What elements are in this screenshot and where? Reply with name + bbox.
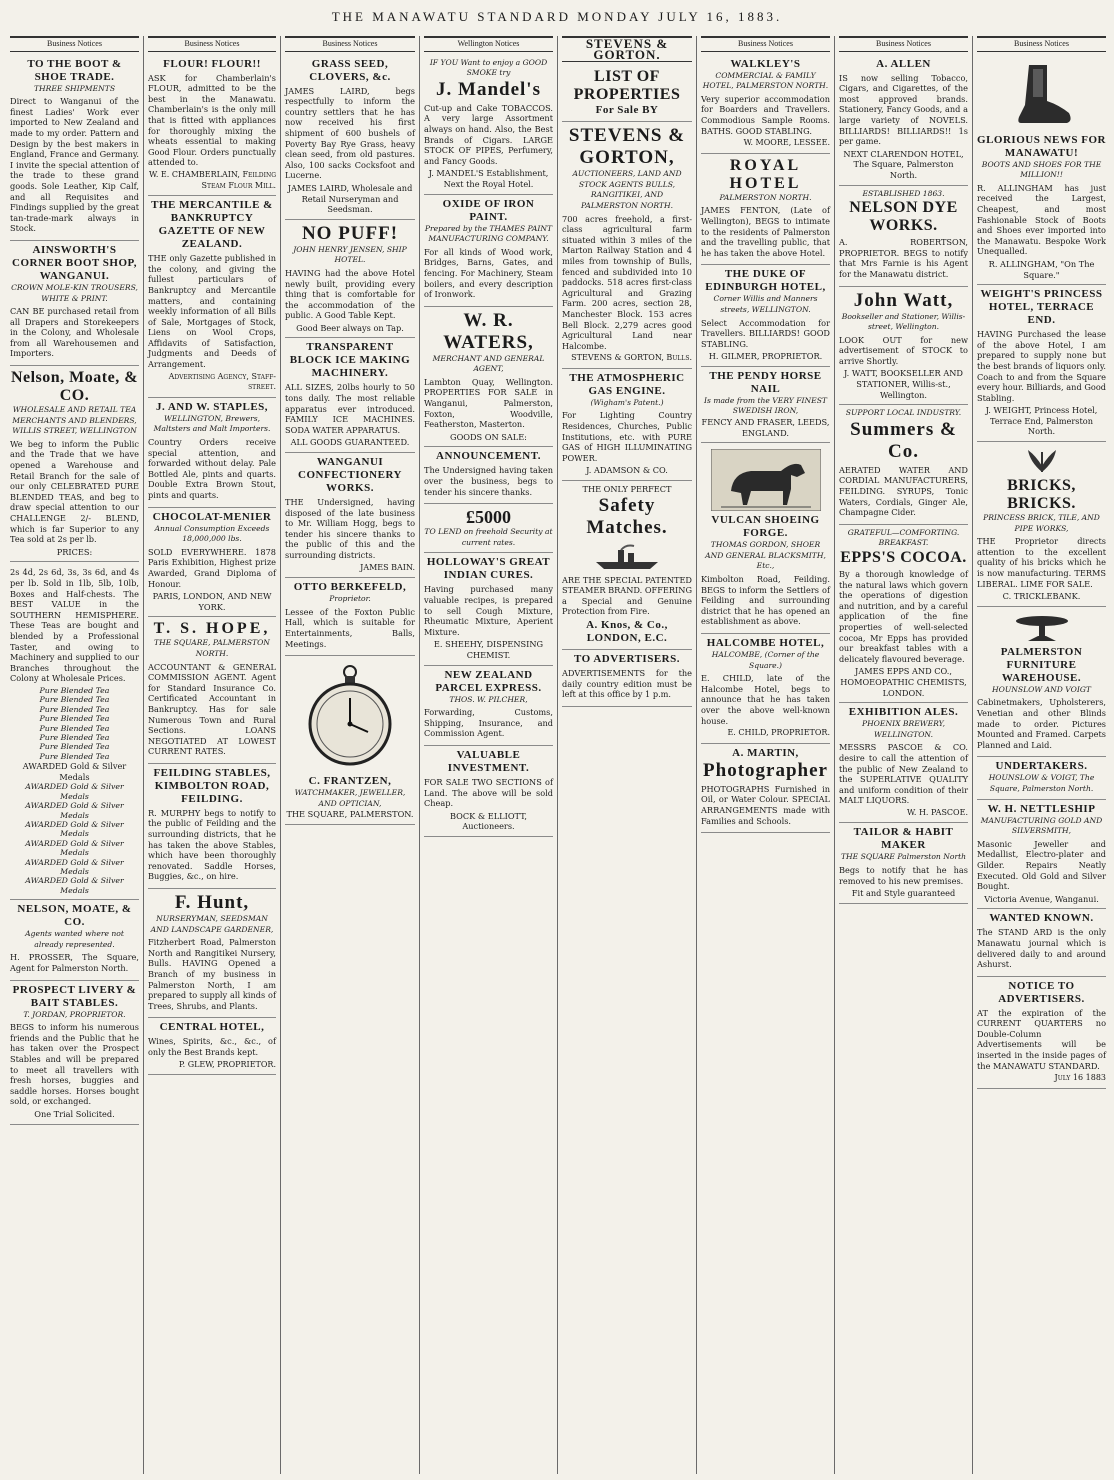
ad-sign: JAMES LAIRD, Wholesale and Retail Nurseryman and Seedsman.: [287, 182, 413, 215]
ad-title: CHOCOLAT-MENIER: [152, 510, 272, 523]
ad-sub: For Sale BY: [595, 104, 659, 117]
ad-sign: One Trial Solicited.: [34, 1108, 115, 1119]
ad-body: By a thorough knowledge of the natural laws which govern the operations of digestion and nutrition, and by a careful application of the fine properties of well-selected cocoa, Mr Epps has provided our breakfast tables with a delicately flavoured beverage.: [839, 569, 968, 664]
ad-body: Forwarding, Customs, Shipping, Insurance, and Commission Agent.: [424, 707, 553, 739]
boot-illustration: [1007, 61, 1077, 131]
ad-body: ALL SIZES, 20lbs hourly to 50 tons daily. The most reliable apparatus ever introduced. FAMILY ICE MACHINES. SODA WATER APPARATUS.: [285, 382, 415, 435]
ad-duke-edinburgh: [701, 265, 830, 367]
ad-title: HALCOMBE HOTEL,: [706, 637, 825, 649]
ad-title: Nelson, Moate, & CO.: [10, 369, 139, 405]
ad-halcombe-hotel: [701, 634, 830, 744]
ad-title: W. R. WATERS,: [443, 309, 534, 353]
ad-body: Kimbolton Road, Feilding. BEGS to inform the Settlers of Feilding and surrounding district that he has opened an establishment as above.: [701, 574, 830, 627]
ad-title: OTTO BERKEFELD,: [293, 581, 407, 594]
ad-body: CAN BE purchased retail from all Drapers and Storekeepers in the Colony, and Wholesale from all Warehousemen and Importers.: [10, 306, 139, 359]
ad-title: GLORIOUS NEWS FOR MANAWATU!: [977, 133, 1106, 159]
ad-vulcan-forge: [701, 443, 830, 634]
ad-body: A. ROBERTSON, PROPRIETOR. BEGS to notify that Mrs Farnie is his Agent for the Manawatu district.: [839, 237, 968, 279]
ad-body: Cut-up and Cake TOBACCOS. A very large Assortment always on hand. Also, the Best Brands of Cigars. LARGE STOCK OF PIPES, Perfumery, and Fancy Goods.: [424, 102, 553, 166]
ad-feilding-stables: [148, 764, 276, 889]
ad-sign: P. GLEW, PROPRIETOR.: [178, 1059, 276, 1069]
list-item: AWARDED Gold & Silver Medals: [25, 782, 124, 801]
ad-title: THE ONLY PERFECT: [582, 484, 672, 495]
ad-epps-cocoa: [839, 525, 968, 703]
ad-body: MESSRS PASCOE & CO. desire to call the attention of the public of New Zealand to the SUPERLATIVE QUALITY and uniform condition of their MALT LIQUORS.: [839, 742, 968, 806]
ad-sign: J. WATT, BOOKSELLER AND STATIONER, Willis-st., Wellington.: [844, 368, 963, 400]
ad-sign: PRICES:: [56, 546, 93, 557]
ad-sub: (Wigham's Patent.): [590, 397, 664, 407]
ad-body: Masonic Jeweller and Medallist, Electro-plater and Gilder. Repairs Neatly Executed. Old Gold and Silver Bought.: [977, 838, 1106, 892]
ad-loan: [424, 504, 553, 553]
ad-body: HAVING Purchased the lease of the above Hotel, I am prepared to supply none but the best brands of liquors only. Coach to and from the Square every hour. Billiards, and Good Stabling.: [977, 329, 1106, 403]
ad-body: The STAND ARD is the only Manawatu journal which is delivered daily to and around Ashurst.: [977, 927, 1106, 970]
ad-body: For Lighting Country Residences, Churches, Public Institutions, etc. with PURE GAS of HIGH ILLUMINATING POWER.: [562, 410, 692, 463]
list-item: Pure Blended Tea: [39, 723, 110, 733]
ad-title: HOLLOWAY'S GREAT INDIAN CURES.: [426, 556, 551, 582]
ad-sign: W. MOORE, LESSEE.: [743, 138, 830, 148]
ad-title: TAILOR & HABIT MAKER: [853, 826, 954, 852]
ad-body: 2s 4d, 2s 6d, 3s, 3s 6d, and 4s per lb. Sold in 1lb, 5lb, 10lb, Boxes and Half-chests. The BEST VALUE in the SOUTHERN HEMISPHERE. These Teas are bought and blended by a Professional Taster, and owing to Machinery and supplied to our Branches throughout the Colony at Wholesale Prices.: [10, 567, 139, 684]
ad-title: VULCAN SHOEING FORGE.: [711, 514, 820, 540]
column-heading: Business Notices: [10, 36, 139, 52]
ad-nettleship: [977, 800, 1106, 910]
ad-title: BRICKS, BRICKS.: [1007, 477, 1076, 513]
ad-sub: WELLINGTON, Brewers, Maltsters and Malt Importers.: [153, 413, 271, 434]
ad-sub: COMMERCIAL & FAMILY HOTEL, PALMERSTON NORTH.: [702, 70, 829, 91]
column-3: [281, 36, 420, 1474]
list-item: Pure Blended Tea: [39, 742, 110, 752]
ad-bricks: [977, 442, 1106, 607]
ad-sub: Bookseller and Stationer, Willis-street, Wellington.: [841, 311, 966, 332]
ad-sub: MANUFACTURING GOLD AND SILVERSMITH,: [980, 815, 1103, 836]
ad-body: LOOK OUT for new advertisement of STOCK to arrive Shortly.: [839, 334, 968, 366]
ad-title: THE PENDY HORSE NAIL: [709, 369, 822, 395]
ad-title: F. Hunt,: [174, 892, 250, 914]
ad-title: WANTED KNOWN.: [989, 912, 1094, 925]
ad-title: TO ADVERTISERS.: [574, 653, 680, 665]
ad-frantzen: [285, 656, 415, 825]
ad-body: ASK for Chamberlain's FLOUR, admitted to be the best in the Manawatu. Chamberlain's is the only mill that is fitted with appliances for thoroughly mixing the wheats essential to making Good Flour. Orders punctually attended to.: [148, 72, 276, 168]
ad-sub: HOUNSLOW & VOIGT, The Square, Palmerston North.: [988, 773, 1095, 793]
ad-title: OXIDE OF IRON PAINT.: [442, 197, 535, 223]
ad-sub: Agents wanted where not already represented.: [25, 929, 124, 949]
ad-body: 700 acres freehold, a first-class agricultural farm situated within 3 miles of the Marton Railway Station and 4 miles from township of Bulls, fenced and subdivided into 10 paddocks. 518 acres first-class Agricultural and Grazing Farm. 200 acres, section 28, Manchester Block. 153 acres Bell Block. 2,279 acres good Agricultural Land near Halcombe.: [562, 213, 692, 351]
ad-sign: J. WEIGHT, Princess Hotel, Terrace End, Palmerston North.: [985, 405, 1098, 437]
ad-body: Select Accommodation for Travellers. BILLIARDS! GOOD STABLING.: [701, 317, 830, 349]
ad-sub: PHOENIX BREWERY, WELLINGTON.: [861, 719, 946, 739]
ad-sign: C. TRICKLEBANK.: [1002, 591, 1081, 602]
ad-title: PROSPECT LIVERY & BAIT STABLES.: [12, 983, 137, 1009]
ad-john-watt: [839, 287, 968, 406]
ad-waters: [424, 307, 553, 448]
ad-nelson-dye-works: [839, 186, 968, 287]
ad-grass-seed: [285, 55, 415, 220]
ad-nelson-moate: [10, 366, 139, 562]
ad-hunt: [148, 889, 276, 1018]
ad-title: THE MERCANTILE & BANKRUPTCY GAZETTE OF NEW ZEALAND.: [151, 199, 273, 251]
ad-sub: J. Mandel's: [436, 78, 541, 100]
ad-body: E. CHILD, late of the Halcombe Hotel, begs to announce that he has taken over the above well-known house.: [701, 673, 830, 726]
ad-sign: NEXT CLARENDON HOTEL, The Square, Palmerston North.: [843, 148, 964, 180]
ad-sub: Prepared by the THAMES PAINT MANUFACTURING COMPANY.: [424, 223, 553, 244]
ad-body: Wines, Spirits, &c., &c., of only the Best Brands kept.: [148, 1036, 276, 1057]
ad-wanted-known: [977, 909, 1106, 976]
ad-boot-trade: [10, 55, 139, 241]
list-item: AWARDED Gold & Silver Medals: [25, 801, 124, 820]
pocket-watch-illustration: [305, 662, 395, 772]
ad-sub: GRATEFUL—COMFORTING. BREAKFAST.: [847, 527, 960, 548]
ad-body: JAMES FENTON, (Late of Wellington), BEGS to intimate to the residents of Palmerston and the travelling public, that he has taken the above Hotel.: [701, 205, 830, 258]
ad-sign: W. H. PASCOE.: [907, 807, 968, 817]
ad-sign: BOCK & ELLIOTT, Auctioneers.: [449, 810, 528, 832]
ad-title: UNDERTAKERS.: [995, 760, 1088, 773]
ad-sign: E. SHEEHY, DISPENSING CHEMIST.: [433, 639, 544, 660]
ad-sub: HALCOMBE, (Corner of the Square.): [711, 650, 820, 670]
ad-title: A. MARTIN,: [732, 746, 799, 759]
ad-body: The Undersigned having taken over the business, begs to tender his sincere thanks.: [424, 465, 553, 497]
ad-sub: THREE SHIPMENTS: [33, 83, 116, 93]
list-item: Pure Blended Tea: [39, 751, 110, 761]
ad-staples: [148, 398, 276, 508]
ad-title: C. FRANTZEN,: [308, 775, 392, 788]
ad-title: TO THE BOOT & SHOE TRADE.: [27, 57, 122, 83]
ad-announcement: [424, 447, 553, 504]
list-item: Pure Blended Tea: [39, 704, 110, 714]
ad-body: HAVING had the above Hotel newly built, providing every thing that is comfortable for the accommodation of the public. A Good Table Kept.: [285, 267, 415, 321]
ad-body: R. ALLINGHAM has just received the Largest, Cheapest, and most Fashionable Stock of Boots and Shoes ever imported into the Manawatu. Bespoke Work Unequalled.: [977, 182, 1106, 257]
ad-title: W. H. NETTLESHIP: [987, 802, 1096, 815]
ad-sub: THOS. W. PILCHER,: [449, 694, 528, 704]
ad-body: PHOTOGRAPHS Furnished in Oil, or Water Colour. SPECIAL ARRANGEMENTS made with Families and Schools.: [701, 783, 830, 826]
ad-body: THE Proprietor directs attention to the excellent quality of his bricks which he is now manufacturing. TERMS LIBERAL. LIME FOR SALE.: [977, 536, 1106, 589]
ad-body: THE SQUARE, PALMERSTON.: [286, 809, 414, 820]
ad-sub: AUCTIONEERS, LAND AND STOCK AGENTS BULLS, RANGITIKEI, AND PALMERSTON NORTH.: [572, 169, 682, 210]
ad-body: FOR SALE TWO SECTIONS of Land. The above will be sold Cheap.: [424, 776, 553, 809]
ad-body: ACCOUNTANT & GENERAL COMMISSION AGENT. Agent for Standard Insurance Co. Certificated Accountant in Bankruptcy. Has for sale Numerous Town and Rural Sections. LOANS NEGOTIATED AT LOWEST CURRENT RATES.: [148, 661, 276, 757]
column-1: [6, 36, 144, 1474]
ad-body: Fitzherbert Road, Palmerston North and Rangitikei Nursery, Bulls. HAVING Opened a Branch of my business in Palmerston North, I am prepared to supply all kinds of Trees, Shrubs, and Plants.: [148, 937, 276, 1011]
newspaper-page: [6, 36, 1110, 1474]
loan-amount: £5000: [466, 507, 511, 528]
ad-mercantile-gazette: [148, 196, 276, 398]
ad-title: LIST OF PROPERTIES: [573, 68, 681, 104]
ad-properties-list: [562, 65, 692, 122]
ad-sub: WHOLESALE AND RETAIL TEA MERCHANTS AND BLENDERS, WILLIS STREET, WELLINGTON: [12, 405, 137, 436]
ad-title: THE ATMOSPHERIC GAS ENGINE.: [569, 371, 685, 397]
ad-sub: THE SQUARE, PALMERSTON NORTH.: [154, 638, 270, 658]
ad-title: THE DUKE OF EDINBURGH HOTEL,: [705, 268, 826, 294]
ad-central-hotel: [148, 1018, 276, 1075]
ad-body: R. MURPHY begs to notify to the public of Feilding and the surrounding districts, that he has taken the above Stables, which have been thoroughly renovated. Saddle Horses, Buggies, &c., on hire.: [148, 807, 276, 882]
ad-body: SOLD EVERYWHERE. 1878 Paris Exhibition, Highest prize Awarded, Grand Diploma of Honour.: [148, 546, 276, 589]
ad-body: Lambton Quay, Wellington. PROPERTIES FOR SALE in Wanganui, Palmerston, Foxton, Woodville, Featherston, Masterton.: [424, 376, 553, 430]
ad-no-puff: [285, 220, 415, 339]
ad-gas-engine: [562, 369, 692, 481]
ad-chocolat-menier: [148, 508, 276, 618]
ad-sub: NURSERYMAN, SEEDSMAN AND LANDSCAPE GARDENER,: [150, 914, 274, 934]
ad-title: T. S. HOPE,: [153, 620, 271, 638]
ad-royal-hotel: [701, 154, 830, 266]
ad-sign: July 16 1883: [1054, 1073, 1106, 1083]
steamer-trademark-illustration: [592, 542, 662, 572]
ad-oxide-paint: [424, 195, 553, 307]
ad-sign: H. GILMER, PROPRIETOR.: [708, 351, 823, 362]
ad-martin-photographer: [701, 744, 830, 833]
ad-title: FEILDING STABLES, KIMBOLTON ROAD, FEILDING.: [153, 766, 271, 805]
column-4: [420, 36, 558, 1474]
ad-sub: Photographer: [703, 759, 828, 781]
ad-sign: Good Beer always on Tap.: [296, 322, 404, 333]
ad-sub: THE SQUARE Palmerston North: [840, 852, 967, 862]
tea-list: [10, 686, 139, 761]
ad-sub: Safety Matches.: [586, 494, 668, 538]
ad-body: ADVERTISEMENTS for the daily country edition must be left at this office by 1 p.m.: [562, 668, 692, 700]
ad-undertakers: [977, 757, 1106, 799]
ad-title: ROYAL HOTEL: [729, 156, 802, 192]
ad-sign: E. CHILD, PROPRIETOR.: [727, 728, 830, 738]
ad-body: Lessee of the Foxton Public Hall, which is suitable for Entertainments, Balls, Meetings.: [285, 606, 415, 649]
ad-title: VALUABLE INVESTMENT.: [447, 748, 530, 774]
ad-body: THE only Gazette published in the colony, and giving the fullest particulars of Bankruptcy and Mercantile matters, and containing weekly information of all Bills of Sale, Mortgages of Stock, Liens on Wool Crops, Affidavits of Satisfaction, Judgments and Deeds of Arrangement.: [148, 253, 276, 370]
ad-title: STEVENS & GORTON,: [568, 125, 686, 169]
ad-holloway: [424, 553, 553, 665]
ad-sign: PARIS, LONDON, AND NEW YORK.: [152, 591, 272, 612]
ad-body: We beg to inform the Public and the Trade that we have opened a Warehouse and Retail Branch for the sale of our only CELEBRATED PURE BLENDED TEAS, and beg to draw special attention to our CHALLENGE 2/- BLEND, which is far Superior to any Tea sold at 2s per lb.: [10, 438, 139, 545]
ad-body: Country Orders receive special attention, and forwarded without delay. Pale Bottled Ale, pints and quarts. Double Extra Brown Stout, pints and quarts.: [148, 437, 276, 500]
ad-to-advertisers: [562, 650, 692, 707]
column-7: [835, 36, 973, 1474]
ad-body: IS now selling Tobacco, Cigars, and Cigarettes, of the most approved brands. Stationery, Fancy Goods, and a large variety of NOVELS. BILLIARDS! BILLIARDS!! 1s per game.: [839, 72, 968, 147]
ad-sub: SUPPORT LOCAL INDUSTRY.: [845, 408, 962, 418]
ad-sign: Fit and Style guaranteed: [851, 888, 956, 899]
list-item: Pure Blended Tea: [39, 732, 110, 742]
ad-sign: A. Knos, & Co., LONDON, E.C.: [586, 619, 668, 644]
ad-body: BEGS to inform his numerous friends and the Public that he has taken over the Prospect Stables and will be prepared to meet all travellers with fresh horses, buggies and saddle horses. Horses bought sold, or exchanged.: [10, 1022, 139, 1107]
ad-body: AT the expiration of the CURRENT QUARTERS no Double-Column Advertisements will be inserted in the inside pages of the MANAWATU STANDARD.: [977, 1007, 1106, 1071]
ad-body: For all kinds of Wood work, Bridges, Barns, Gates, and fencing. For Machinery, Steam boilers, and every description of Ironwork.: [424, 246, 553, 300]
ad-flour: [148, 55, 276, 197]
ad-title: CENTRAL HOTEL,: [159, 1021, 265, 1034]
table-illustration: [1012, 613, 1072, 643]
ad-sub: MERCHANT AND GENERAL AGENT,: [432, 353, 545, 374]
column-heading: Business Notices: [148, 36, 276, 52]
ad-title: AINSWORTH'S CORNER BOOT SHOP, WANGANUI.: [12, 243, 137, 282]
ad-exhibition-ales: [839, 703, 968, 823]
ad-princess-hotel: [977, 285, 1106, 442]
column-5: [558, 36, 697, 1474]
ad-horse-nail: [701, 367, 830, 443]
ad-title: A. ALLEN: [876, 57, 931, 70]
ad-sub: Corner Willis and Manners streets, WELLINGTON.: [713, 294, 818, 314]
ad-body: Cabinetmakers, Upholsterers, Venetian and other Blinds made to order. Pictures Mounted and Framed. Carpets Planned and Laid.: [977, 697, 1106, 750]
ad-sign: J. MANDEL'S Establishment, Next the Royal Hotel.: [428, 168, 549, 189]
ad-furniture-warehouse: [977, 607, 1106, 758]
ad-sub: JOHN HENRY JENSEN, SHIP HOTEL.: [293, 244, 407, 265]
ad-title: J. AND W. STAPLES,: [155, 400, 269, 413]
ad-confectionery: [285, 453, 415, 578]
ad-title: TRANSPARENT BLOCK ICE MAKING MACHINERY.: [289, 341, 411, 380]
ad-body: H. PROSSER, The Square, Agent for Palmerston North.: [10, 952, 139, 973]
ad-title: NELSON DYE WORKS.: [849, 199, 958, 235]
ad-sub: THOMAS GORDON, SHOER AND GENERAL BLACKSMITH, Etc.,: [705, 540, 826, 571]
list-item: Pure Blended Tea: [39, 714, 110, 724]
ad-title: WEIGHT'S PRINCESS HOTEL, TERRACE END.: [980, 288, 1103, 327]
ad-tea-prices: [10, 562, 139, 900]
ad-sub: WATCHMAKER, JEWELLER, AND OPTICIAN,: [294, 788, 406, 808]
ad-sign: GOODS ON SALE:: [450, 431, 527, 442]
ad-title: FLOUR! FLOUR!!: [163, 57, 261, 70]
ad-allen: [839, 55, 968, 186]
column-heading: Business Notices: [285, 36, 415, 52]
column-heading: Wellington Notices: [424, 36, 553, 52]
ad-parcel-express: [424, 666, 553, 746]
ad-title: NEW ZEALAND PARCEL EXPRESS.: [435, 668, 542, 694]
ad-safety-matches: [562, 481, 692, 650]
ad-hope: [148, 617, 276, 764]
ad-title: NELSON, MOATE, & CO.: [17, 903, 132, 929]
ad-sub: Proprietor.: [329, 594, 371, 604]
list-item: AWARDED Gold & Silver Medals: [25, 876, 124, 895]
ad-sign: STEVENS & GORTON, Bulls.: [571, 353, 692, 363]
ad-sign: ALL GOODS GUARANTEED.: [290, 437, 410, 448]
ad-sign: Advertising Agency, Staff-street.: [168, 371, 276, 392]
ad-title: WALKLEY'S: [730, 57, 801, 70]
ad-ainsworth: [10, 241, 139, 366]
ad-sign: Victoria Avenue, Wanganui.: [984, 893, 1099, 904]
list-item: AWARDED Gold & Silver Medals: [25, 819, 124, 839]
ad-title: Summers & Co.: [850, 418, 957, 462]
ad-sub: PRINCESS BRICK, TILE, AND PIPE WORKS,: [983, 513, 1100, 533]
ad-title: EPPS'S COCOA.: [840, 549, 967, 566]
ad-tailor: [839, 823, 968, 903]
ad-title: John Watt,: [853, 289, 954, 311]
ad-walkleys: [701, 55, 830, 154]
ad-sub: Is made from the VERY FINEST SWEDISH IRON,: [704, 395, 827, 416]
ad-sub: ESTABLISHED 1863.: [862, 188, 945, 198]
ad-sub: T. JORDAN, PROPRIETOR.: [23, 1009, 126, 1019]
ad-title: WANGANUI CONFECTIONERY WORKS.: [298, 456, 402, 495]
ad-body: Direct to Wanganui of the finest Ladies' Work ever imported to New Zealand and made to my order. Pattern and Design by the best makers in England, France and Germany. I invite the special attention of the trade to these grand goods. Sole Leather, Kip Calf, and all Requisites and Findings supplied by the great tan-trade-mark always in Stock.: [10, 96, 139, 234]
ad-sign: W. E. CHAMBERLAIN, Feilding Steam Flour Mill.: [149, 169, 276, 190]
column-2: [144, 36, 281, 1474]
ad-sub: TO LEND on freehold Security at current rates.: [424, 527, 553, 547]
column-heading: Business Notices: [701, 36, 830, 52]
column-heading: Business Notices: [839, 36, 968, 52]
column-8: [973, 36, 1110, 1474]
masthead: THE MANAWATU STANDARD MONDAY JULY 16, 1883.: [331, 9, 783, 24]
ad-sign: J. ADAMSON & CO.: [586, 465, 668, 476]
ad-sign: JAMES EPPS AND CO., HOMOEOPATHIC CHEMISTS, LONDON.: [840, 666, 967, 698]
ad-body: Begs to notify that he has removed to his new premises.: [839, 865, 968, 886]
ad-body: FENCY AND FRASER, LEEDS, ENGLAND.: [701, 417, 830, 438]
ad-title: EXHIBITION ALES.: [848, 706, 959, 719]
list-item: AWARDED Gold & Silver Medals: [25, 857, 124, 876]
ad-title: NOTICE TO ADVERTISERS.: [998, 979, 1085, 1005]
feather-crest-illustration: [1022, 448, 1062, 474]
ad-nelson-moate-agents: [10, 900, 139, 980]
ad-sign: AWARDED Gold & Silver Medals: [22, 761, 127, 782]
column-6: [697, 36, 835, 1474]
ad-title: IF YOU Want to enjoy a GOOD SMOKE try: [429, 57, 548, 78]
ad-ice-machinery: [285, 338, 415, 453]
ad-stevens-gorton: [562, 122, 692, 369]
ad-mandel: [424, 55, 553, 195]
ad-body: JAMES LAIRD, begs respectfully to inform the country settlers that he has now received his first shipment of 600 bushels of Poverty Bay Rye Grass, heavy clean seed, from old pastures. Also, 100 sacks Cocksfoot and Lucerne.: [285, 85, 415, 181]
ad-body: Having purchased many valuable recipes, is prepared to sell Cough Mixture, Rheumatic Mixture, Aperient Mixture.: [424, 584, 553, 637]
ad-sub: HOUNSLOW AND VOIGT: [992, 684, 1091, 694]
ad-body: ARE THE SPECIAL PATENTED STEAMER BRAND. OFFERING a Special and Genuine Protection from Fire.: [562, 574, 692, 617]
list-item: Pure Blended Tea: [39, 695, 110, 705]
column-heading: STEVENS & GORTON.: [562, 36, 692, 62]
ad-sub: PALMERSTON NORTH.: [719, 192, 812, 202]
ad-allingham-boots: [977, 55, 1106, 286]
list-item: Pure Blended Tea: [39, 685, 110, 695]
ad-summers: [839, 405, 968, 525]
ad-investment: [424, 746, 553, 837]
ad-title: NO PUFF!: [301, 222, 399, 244]
ad-title: PALMERSTON FURNITURE WAREHOUSE.: [1000, 645, 1083, 684]
column-heading: Business Notices: [977, 36, 1106, 52]
medal-list: [10, 782, 139, 895]
ad-sign: JAMES BAIN.: [360, 562, 415, 572]
ad-sub: BOOTS AND SHOES FOR THE MILLION!!: [981, 159, 1102, 180]
ad-body: THE Undersigned, having disposed of the late business to Mr. William Hogg, begs to tender his sincere thanks to the public of this and the surrounding districts.: [285, 497, 415, 560]
list-item: AWARDED Gold & Silver Medals: [25, 838, 124, 858]
ad-title: GRASS SEED, CLOVERS, &c.: [309, 57, 391, 83]
ad-sub: Annual Consumption Exceeds 18,000,000 lbs.: [154, 523, 270, 544]
ad-body: AERATED WATER AND CORDIAL MANUFACTURERS, FEILDING. SYRUPS, Tonic Waters, Cordials, Ginger Ale, Champagne Cider.: [839, 464, 968, 518]
ad-sign: R. ALLINGHAM, "On The Square.": [988, 258, 1095, 280]
ad-title: ANNOUNCEMENT.: [436, 450, 541, 463]
ad-berkefeld: [285, 578, 415, 656]
ad-body: Very superior accommodation for Boarders and Travellers. Commodious Sample Rooms. BATHS. GOOD STABLING.: [701, 93, 830, 136]
ad-sub: CROWN MOLE-KIN TROUSERS, WHITE & PRINT.: [11, 282, 138, 303]
ad-notice-advertisers: [977, 977, 1106, 1089]
horse-illustration: [711, 449, 821, 511]
ad-prospect-stables: [10, 981, 139, 1125]
